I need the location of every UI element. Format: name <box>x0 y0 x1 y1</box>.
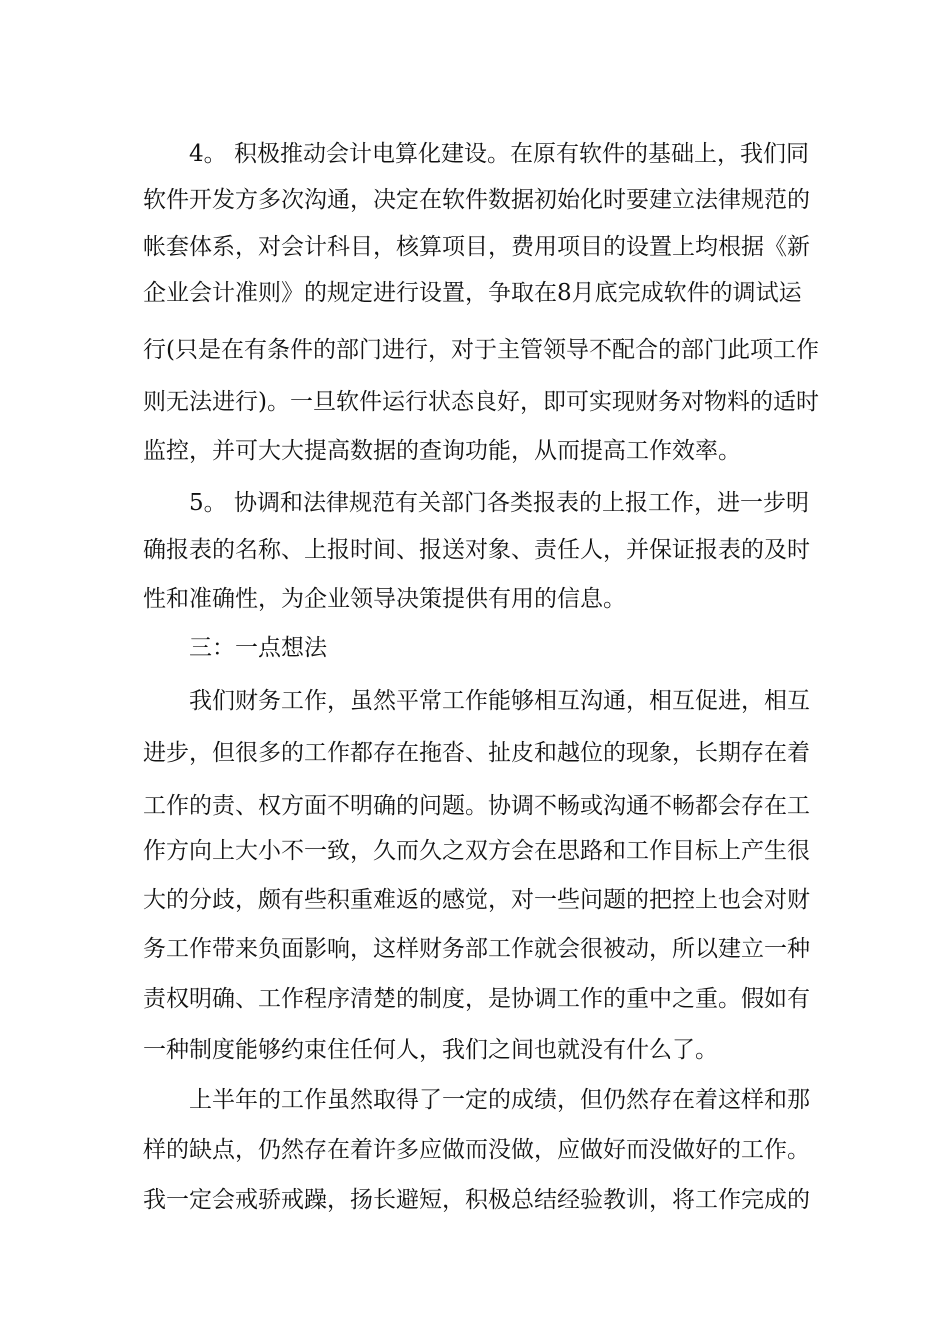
text-line: 帐套体系，对会计科目，核算项目，费用项目的设置上均根据《新 <box>143 234 810 260</box>
text-line: 工作的责、权方面不明确的问题。协调不畅或沟通不畅都会存在工 <box>143 793 810 819</box>
text-line: 作方向上大小不一致，久而久之双方会在思路和工作目标上产生很 <box>143 838 810 864</box>
text-line: 监控，并可大大提高数据的查询功能，从而提高工作效率。 <box>143 438 741 464</box>
section-heading: 三：一点想法 <box>189 635 327 661</box>
text-line: 务工作带来负面影响，这样财务部工作就会很被动，所以建立一种 <box>143 936 810 962</box>
text-line: 上半年的工作虽然取得了一定的成绩，但仍然存在着这样和那 <box>189 1087 810 1113</box>
text-line: 样的缺点，仍然存在着许多应做而没做，应做好而没做好的工作。 <box>143 1137 810 1163</box>
text-line: 企业会计准则》的规定进行设置，争取在8月底完成软件的调试运 <box>143 280 802 306</box>
text-line: 5。 协调和法律规范有关部门各类报表的上报工作，进一步明 <box>189 490 809 516</box>
text-line: 我一定会戒骄戒躁，扬长避短，积极总结经验教训，将工作完成的 <box>143 1187 810 1213</box>
text-line: 大的分歧，颇有些积重难返的感觉，对一些问题的把控上也会对财 <box>143 887 810 913</box>
text-line: 责权明确、工作程序清楚的制度，是协调工作的重中之重。假如有 <box>143 986 810 1012</box>
text-line: 则无法进行)。一旦软件运行状态良好，即可实现财务对物料的适时 <box>143 389 819 415</box>
text-line: 软件开发方多次沟通，决定在软件数据初始化时要建立法律规范的 <box>143 187 810 213</box>
text-line: 进步，但很多的工作都存在拖沓、扯皮和越位的现象，长期存在着 <box>143 740 810 766</box>
text-line: 行(只是在有条件的部门进行，对于主管领导不配合的部门此项工作 <box>143 337 819 363</box>
text-line: 我们财务工作，虽然平常工作能够相互沟通，相互促进，相互 <box>189 688 810 714</box>
text-line: 性和准确性，为企业领导决策提供有用的信息。 <box>143 586 626 612</box>
text-line: 确报表的名称、上报时间、报送对象、责任人，并保证报表的及时 <box>143 537 810 563</box>
text-line: 4。 积极推动会计电算化建设。在原有软件的基础上，我们同 <box>189 141 809 167</box>
text-line: 一种制度能够约束住任何人，我们之间也就没有什么了。 <box>143 1037 718 1063</box>
